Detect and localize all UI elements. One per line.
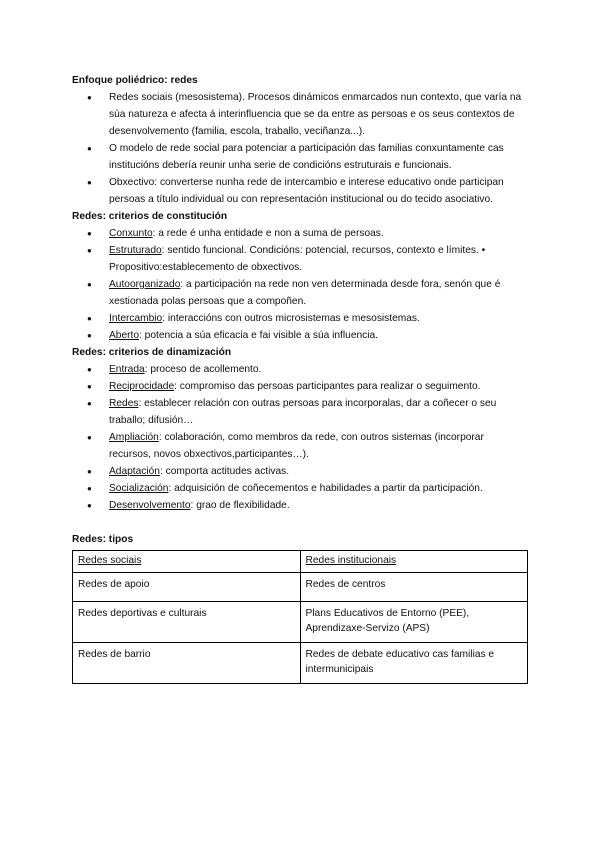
section-heading-constitucion: Redes: criterios de constitución xyxy=(72,211,228,222)
list-item xyxy=(109,327,528,344)
list-item xyxy=(109,378,528,395)
list-item xyxy=(109,480,528,497)
table-row xyxy=(73,602,528,643)
term-description: : grao de flexibilidade. xyxy=(190,500,290,511)
term-label: Adaptación xyxy=(109,466,160,477)
term-description: : adquisición de coñecementos e habilidades a partir da participación. xyxy=(168,483,483,494)
term-description: : a rede é unha entidade e non a suma de persoas. xyxy=(152,228,384,239)
list-item xyxy=(109,225,528,242)
term-description: : comporta actitudes activas. xyxy=(159,466,290,477)
table-header-row xyxy=(73,551,528,573)
term-label: Desenvolvemento xyxy=(109,500,191,511)
list-item xyxy=(109,395,528,429)
term-label: Estruturado xyxy=(109,245,162,256)
list-item xyxy=(109,242,528,276)
table-cell: Redes de barrio xyxy=(73,643,301,684)
section-heading-tipos: Redes: tipos xyxy=(72,534,134,545)
term-description: : interaccións con outros microsistemas e mesosistemas. xyxy=(162,313,420,324)
document-page xyxy=(72,72,528,684)
constitucion-list xyxy=(72,225,528,344)
term-label: Intercambio xyxy=(109,313,163,324)
term-description: : proceso de acollemento. xyxy=(144,364,262,375)
term-label: Reciprocidade xyxy=(109,381,175,392)
list-item xyxy=(109,361,528,378)
list-item xyxy=(109,310,528,327)
term-label: Conxunto xyxy=(109,228,153,239)
table-row xyxy=(73,573,528,602)
network-types-table xyxy=(72,550,528,684)
list-item xyxy=(109,497,528,514)
table-header-cell: Redes sociais xyxy=(73,551,301,573)
table-cell: Redes de centros xyxy=(300,573,528,602)
term-description: : potencia a súa eficacia e fai visible a súa influencia. xyxy=(139,330,378,341)
list-item xyxy=(109,276,528,310)
term-label: Autoorganizado xyxy=(109,279,181,290)
term-label: Ampliación xyxy=(109,432,159,443)
table-cell: Redes de apoio xyxy=(73,573,301,602)
term-label: Aberto xyxy=(109,330,140,341)
list-item xyxy=(109,429,528,463)
list-item: ● Redes sociais (mesosistema). Procesos dinámicos enmarcados nun contexto, que varía na súa natureza e afecta á interinfluencia que se da entre as persoas e os seus contextos de desenvolvemento (familia, escola, traballo, veciñanza...). xyxy=(109,89,528,140)
blank-line xyxy=(72,514,528,531)
table-row xyxy=(73,643,528,684)
term-label: Redes xyxy=(109,398,139,409)
enfoque-list xyxy=(72,89,528,208)
term-description: : a participación na rede non ven determinada desde fora, senón que é xestionada polas persoas que a compoñen. xyxy=(109,279,501,307)
term-label: Socialización xyxy=(109,483,169,494)
term-description: : establecer relación con outras persoas para incorporalas, dar a coñecer o seu traballo; difusión… xyxy=(109,398,497,426)
term-description: : compromiso das persoas participantes para realizar o seguimento. xyxy=(174,381,481,392)
section-heading-dinamizacion: Redes: criterios de dinamización xyxy=(72,347,232,358)
list-item: ● O modelo de rede social para potenciar a participación das familias conxuntamente cas institucións debería reunir unha serie de condicións estruturais e funcionais. xyxy=(109,140,528,174)
term-description: : colaboración, como membros da rede, con outros sistemas (incorporar recursos, novos obxectivos,participantes…). xyxy=(109,432,484,460)
term-description: : sentido funcional. Condicións: potencial, recursos, contexto e límites. • Propositivo:establecemento de obxectivos. xyxy=(109,245,486,273)
list-item xyxy=(109,463,528,480)
section-heading-enfoque: Enfoque poliédrico: redes xyxy=(72,75,198,86)
dinamizacion-list xyxy=(72,361,528,514)
term-label: Entrada xyxy=(109,364,145,375)
list-item: ● Obxectivo: converterse nunha rede de intercambio e interese educativo onde participan persoas a título individual ou con representación institucional ou do tecido asociativo. xyxy=(109,174,528,208)
table-header-cell: Redes institucionais xyxy=(300,551,528,573)
table-cell: Redes de debate educativo cas familias e intermunicipais xyxy=(300,643,528,684)
table-cell: Plans Educativos de Entorno (PEE), Aprendizaxe-Servizo (APS) xyxy=(300,602,528,643)
table-cell: Redes deportivas e culturais xyxy=(73,602,301,643)
